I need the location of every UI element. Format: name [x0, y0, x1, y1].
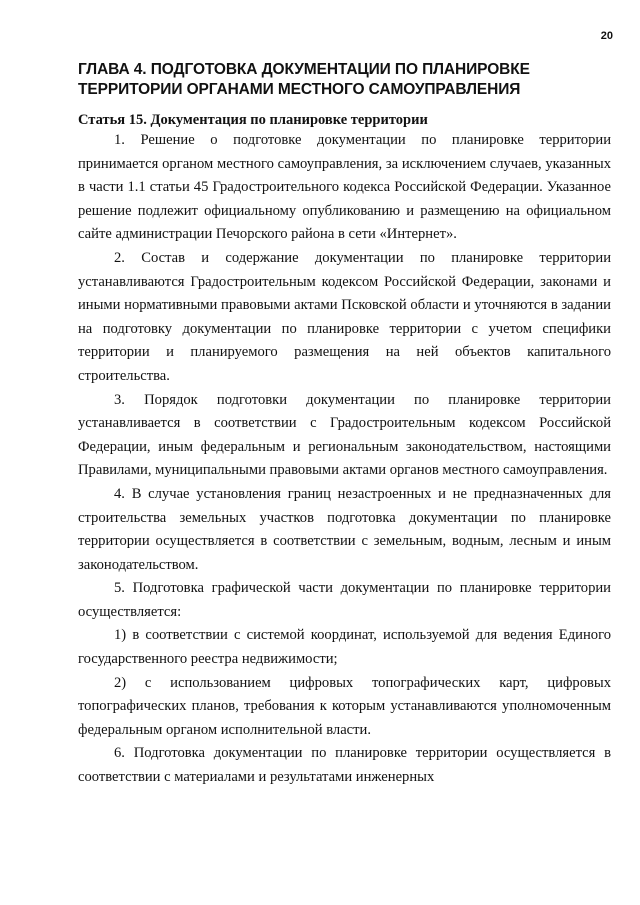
- chapter-title: [78, 60, 611, 100]
- paragraph-4: 4. В случае установления границ незастроенных и не предназначенных для строительства земельных участков подготовка документации по планировке территории осуществляется в соответствии с земельным, водным, лесным и иным законодательством.: [78, 485, 611, 573]
- article-title: Статья 15. Документация по планировке территории: [78, 112, 428, 128]
- chapter-title-line-2: ТЕРРИТОРИИ ОРГАНАМИ МЕСТНОГО САМОУПРАВЛЕНИЯ: [78, 81, 521, 98]
- paragraph-3: 3. Порядок подготовки документации по планировке территории устанавливается в соответствии с Градостроительным кодексом Российской Федерации, иным федеральным и региональным законодательством, настоящими Правилами, муниципальными правовыми актами органов местного самоуправления.: [78, 391, 611, 479]
- page-number: 20: [600, 30, 613, 42]
- list-item-2: 2) с использованием цифровых топографических карт, цифровых топографических планов, требования к которым устанавливаются уполномоченным федеральным органом исполнительной власти.: [78, 674, 611, 738]
- document-body: [78, 60, 611, 790]
- paragraph-6: 6. Подготовка документации по планировке территории осуществляется в соответствии с материалами и результатами инженерных: [78, 745, 611, 786]
- paragraph-5: 5. Подготовка графической части документации по планировке территории осуществляется:: [78, 580, 611, 620]
- chapter-title-line-1: ГЛАВА 4. ПОДГОТОВКА ДОКУМЕНТАЦИИ ПО ПЛАНИРОВКЕ: [78, 61, 530, 78]
- list-item-1: 1) в соответствии с системой координат, используемой для ведения Единого государственного реестра недвижимости;: [78, 627, 611, 668]
- paragraph-2: 2. Состав и содержание документации по планировке территории устанавливаются Градостроительным кодексом Российской Федерации, законами и иными нормативными правовыми актами Псковской области и уточняются в задании на подготовку документации по планировке территории с учетом специфики территории и планируемого размещения на ней объектов капитального строительства.: [78, 249, 611, 384]
- paragraph-1: 1. Решение о подготовке документации по планировке территории принимается органом местного самоуправления, за исключением случаев, указанных в части 1.1 статьи 45 Градостроительного кодекса Российской Федерации. Указанное решение подлежит официальному опубликованию и размещению на официальном сайте администрации Печорского района в сети «Интернет».: [78, 132, 611, 243]
